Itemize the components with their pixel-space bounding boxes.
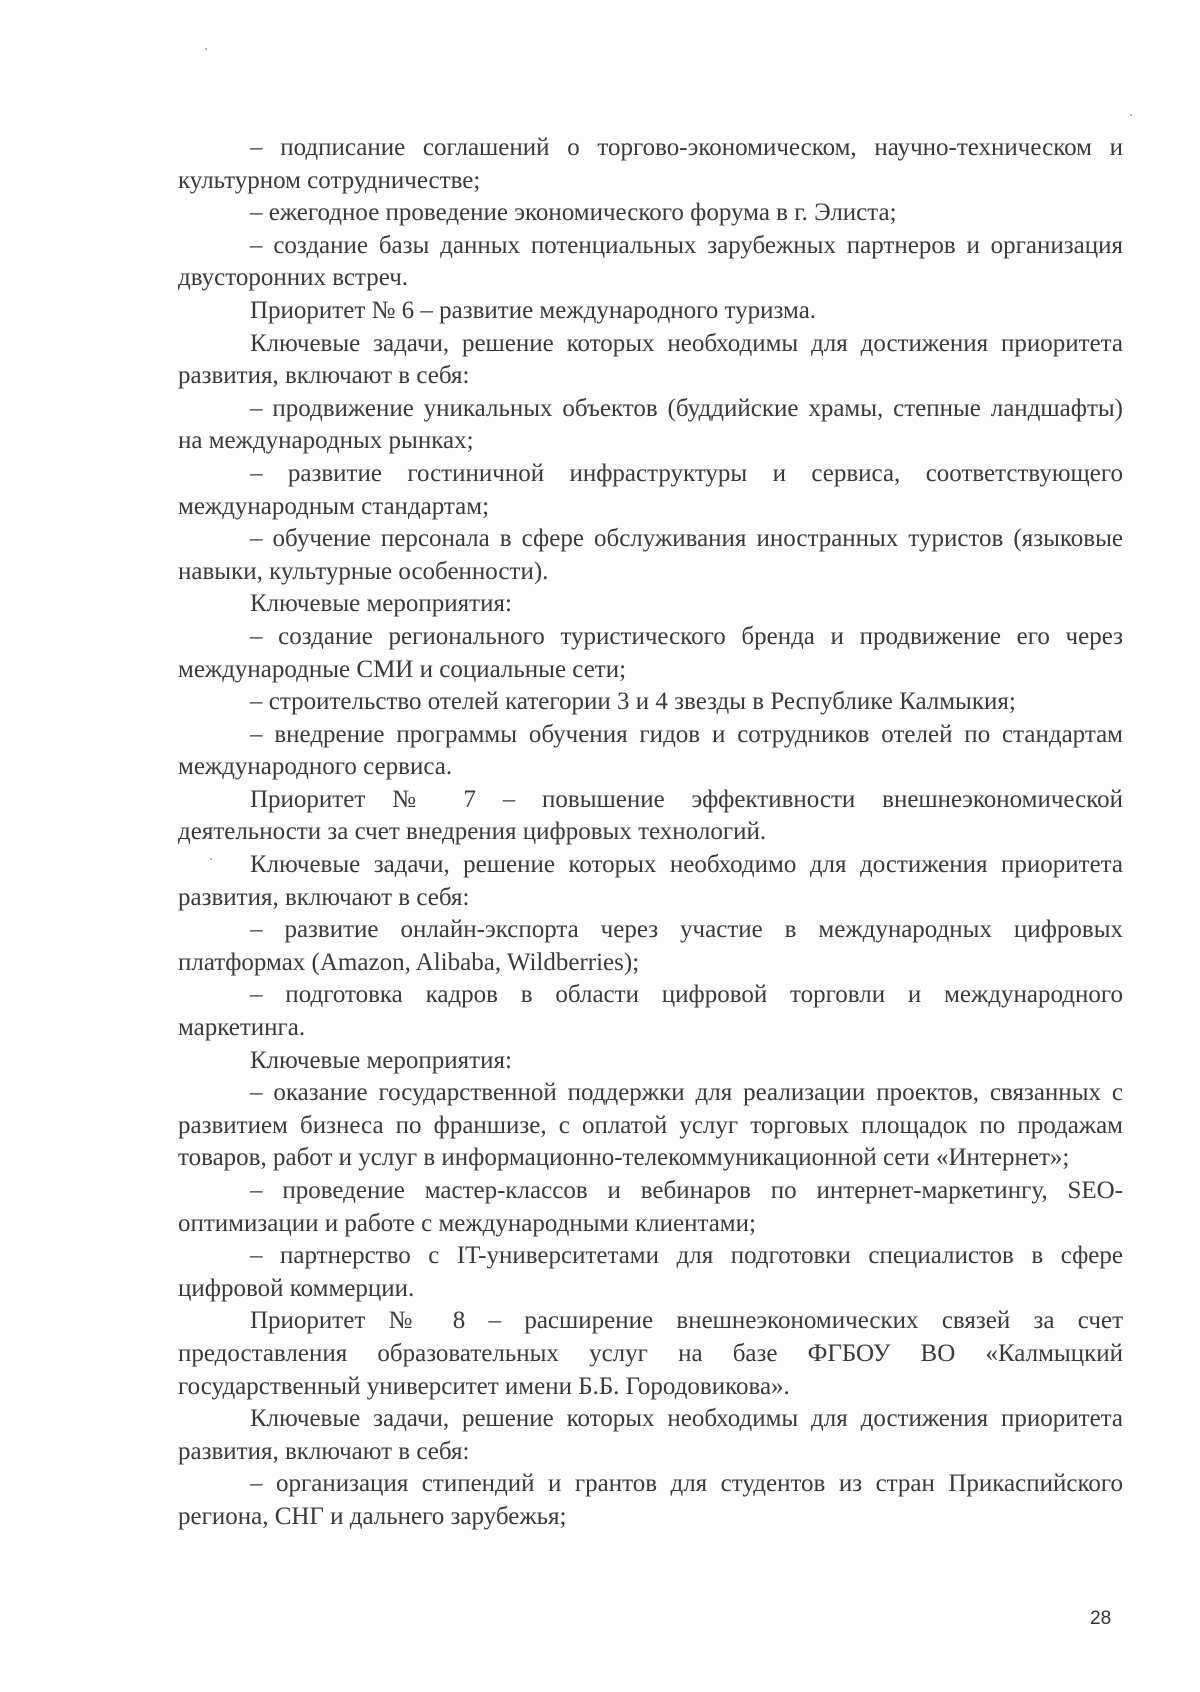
paragraph: Ключевые задачи, решение которых необходимо для достижения приоритета развития, включают в себя: [178,851,1123,911]
paragraph: – подписание соглашений о торгово-экономическом, научно-техническом и культурном сотрудничестве; [178,134,1123,194]
paragraph: – строительство отелей категории 3 и 4 звезды в Республике Калмыкия; [250,688,1016,716]
paragraph: – проведение мастер-классов и вебинаров по интернет-маркетингу, SEO-оптимизации и работе с международными клиентами; [178,1177,1123,1237]
paragraph: – ежегодное проведение экономического форума в г. Элиста; [250,199,897,227]
paragraph: – внедрение программы обучения гидов и сотрудников отелей по стандартам международного сервиса. [178,720,1123,781]
page-number: 28 [1090,1608,1112,1629]
paragraph: – развитие онлайн-экспорта через участие в международных цифровых платформах (Amazon, Alibaba, Wildberries); [178,916,1123,976]
paragraph: – оказание государственной поддержки для реализации проектов, связанных с развитием бизнеса по франшизе, с оплатой услуг торговых площадок по продажам товаров, работ и услуг в информационно-телекоммуникационной сети «Интернет»; [178,1079,1123,1172]
paragraph: – подготовка кадров в области цифровой торговли и международного маркетинга. [178,981,1123,1042]
scan-speck [205,48,207,50]
priority-heading: Приоритет № 8 – расширение внешнеэкономических связей за счет предоставления образовательных услуг на базе ФГБОУ ВО «Калмыцкий государственный университет имени Б.Б. Городовикова». [178,1307,1123,1400]
paragraph: Ключевые задачи, решение которых необходимы для достижения приоритета развития, включают в себя: [178,1405,1123,1465]
paragraph: – создание регионального туристического бренда и продвижение его через международные СМИ и социальные сети; [178,622,1123,683]
paragraph: – организация стипендий и грантов для студентов из стран Прикаспийского региона, СНГ и дальнего зарубежья; [178,1470,1123,1530]
paragraph: – создание базы данных потенциальных зарубежных партнеров и организация двусторонних встреч. [178,231,1123,292]
priority-heading: Приоритет № 6 – развитие международного туризма. [250,296,817,324]
paragraph: Ключевые мероприятия: [250,590,512,618]
paragraph: – продвижение уникальных объектов (буддийские храмы, степные ландшафты) на международных рынках; [178,394,1123,455]
paragraph: Ключевые задачи, решение которых необходимы для достижения приоритета развития, включают в себя: [178,329,1123,390]
paragraph: Ключевые мероприятия: [250,1046,512,1074]
priority-heading: Приоритет № 7 – повышение эффективности внешнеэкономической деятельности за счет внедрения цифровых технологий. [178,785,1123,846]
paragraph: – партнерство с IT-университетами для подготовки специалистов в сфере цифровой коммерции. [178,1242,1123,1302]
paragraph: – обучение персонала в сфере обслуживания иностранных туристов (языковые навыки, культурные особенности). [178,525,1123,585]
paragraph: – развитие гостиничной инфраструктуры и сервиса, соответствующего международным стандартам; [178,459,1123,520]
scan-speck [1130,114,1132,116]
document-body [178,132,1123,1534]
